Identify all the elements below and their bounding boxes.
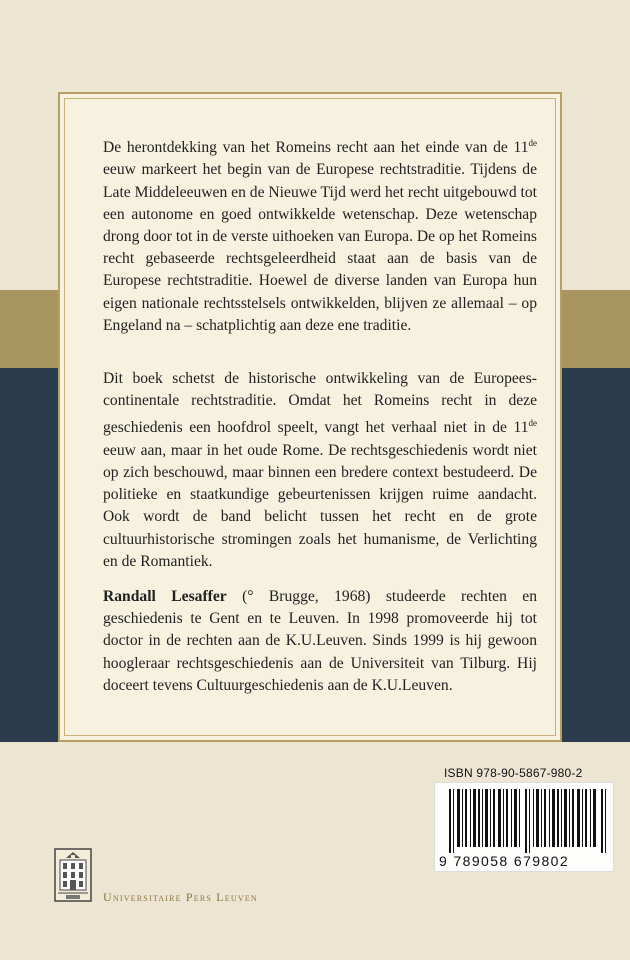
blurb-p1-start: De herontdekking van het Romeins recht aan het einde van de 11 [103,139,529,157]
barcode [434,782,614,872]
blurb-p2-start: Dit boek schetst de historische ontwikkeling van de Europees-continentale rechtstraditie. Omdat het Romeins recht in deze geschiedenis een hoofdrol speelt, vangt het verhaal niet in de 11 [103,370,537,437]
barcode-digits: 9 789058 679802 [439,853,569,869]
blurb-p1-superscript: de [528,138,537,148]
author-name: Randall Lesaffer [103,588,227,605]
blurb-paragraph-1 [103,132,537,337]
blurb-p2-rest: eeuw aan, maar in het oude Rome. De rechtsgeschiedenis wordt niet op zich beschouwd, maar binnen een bredere context bestudeerd. De politieke en staatkundige gebeurtenissen krijgen ruime aandacht. Ook wordt de band belicht tussen het recht en de grote cultuurhistorische stromingen zoals het humanisme, de Verlichting en de Romantiek. [103,441,537,570]
publisher-logo-icon [54,848,92,902]
blurb-p1-rest: eeuw markeert het begin van de Europese rechtstraditie. Tijdens de Late Middeleeuwen en de Nieuwe Tijd werd het recht uitgebouwd tot een autonome en goed ontwikkelde wetenschap. Deze wetenschap drong door tot in de verste uithoeken van Europa. De op het Romeins recht gebaseerde rechtsgeleerdheid staat aan de basis van de Europese rechtstraditie. Hoewel de diverse landen van Europa hun eigen nationale rechtsstelsels ontwikkelden, blijven ze allemaal – op Engeland na – schatplichtig aan deze ene traditie. [103,161,537,334]
author-bio [103,586,537,697]
publisher-name: Universitaire Pers Leuven [103,890,258,904]
blurb-paragraph-2 [103,368,537,573]
author-bio-text: (° Brugge, 1968) studeerde rechten en geschiedenis te Gent en te Leuven. In 1998 promoveerde hij tot doctor in de rechten aan de K.U.Leuven. Sinds 1999 is hij gewoon hoogleraar rechtsgeschiedenis aan de Universiteit van Tilburg. Hij doceert tevens Cultuurgeschiedenis aan de K.U.Leuven. [103,588,538,694]
isbn-label: ISBN 978-90-5867-980-2 [444,766,583,780]
barcode-icon [449,789,609,853]
blurb-p2-superscript: de [528,418,537,429]
